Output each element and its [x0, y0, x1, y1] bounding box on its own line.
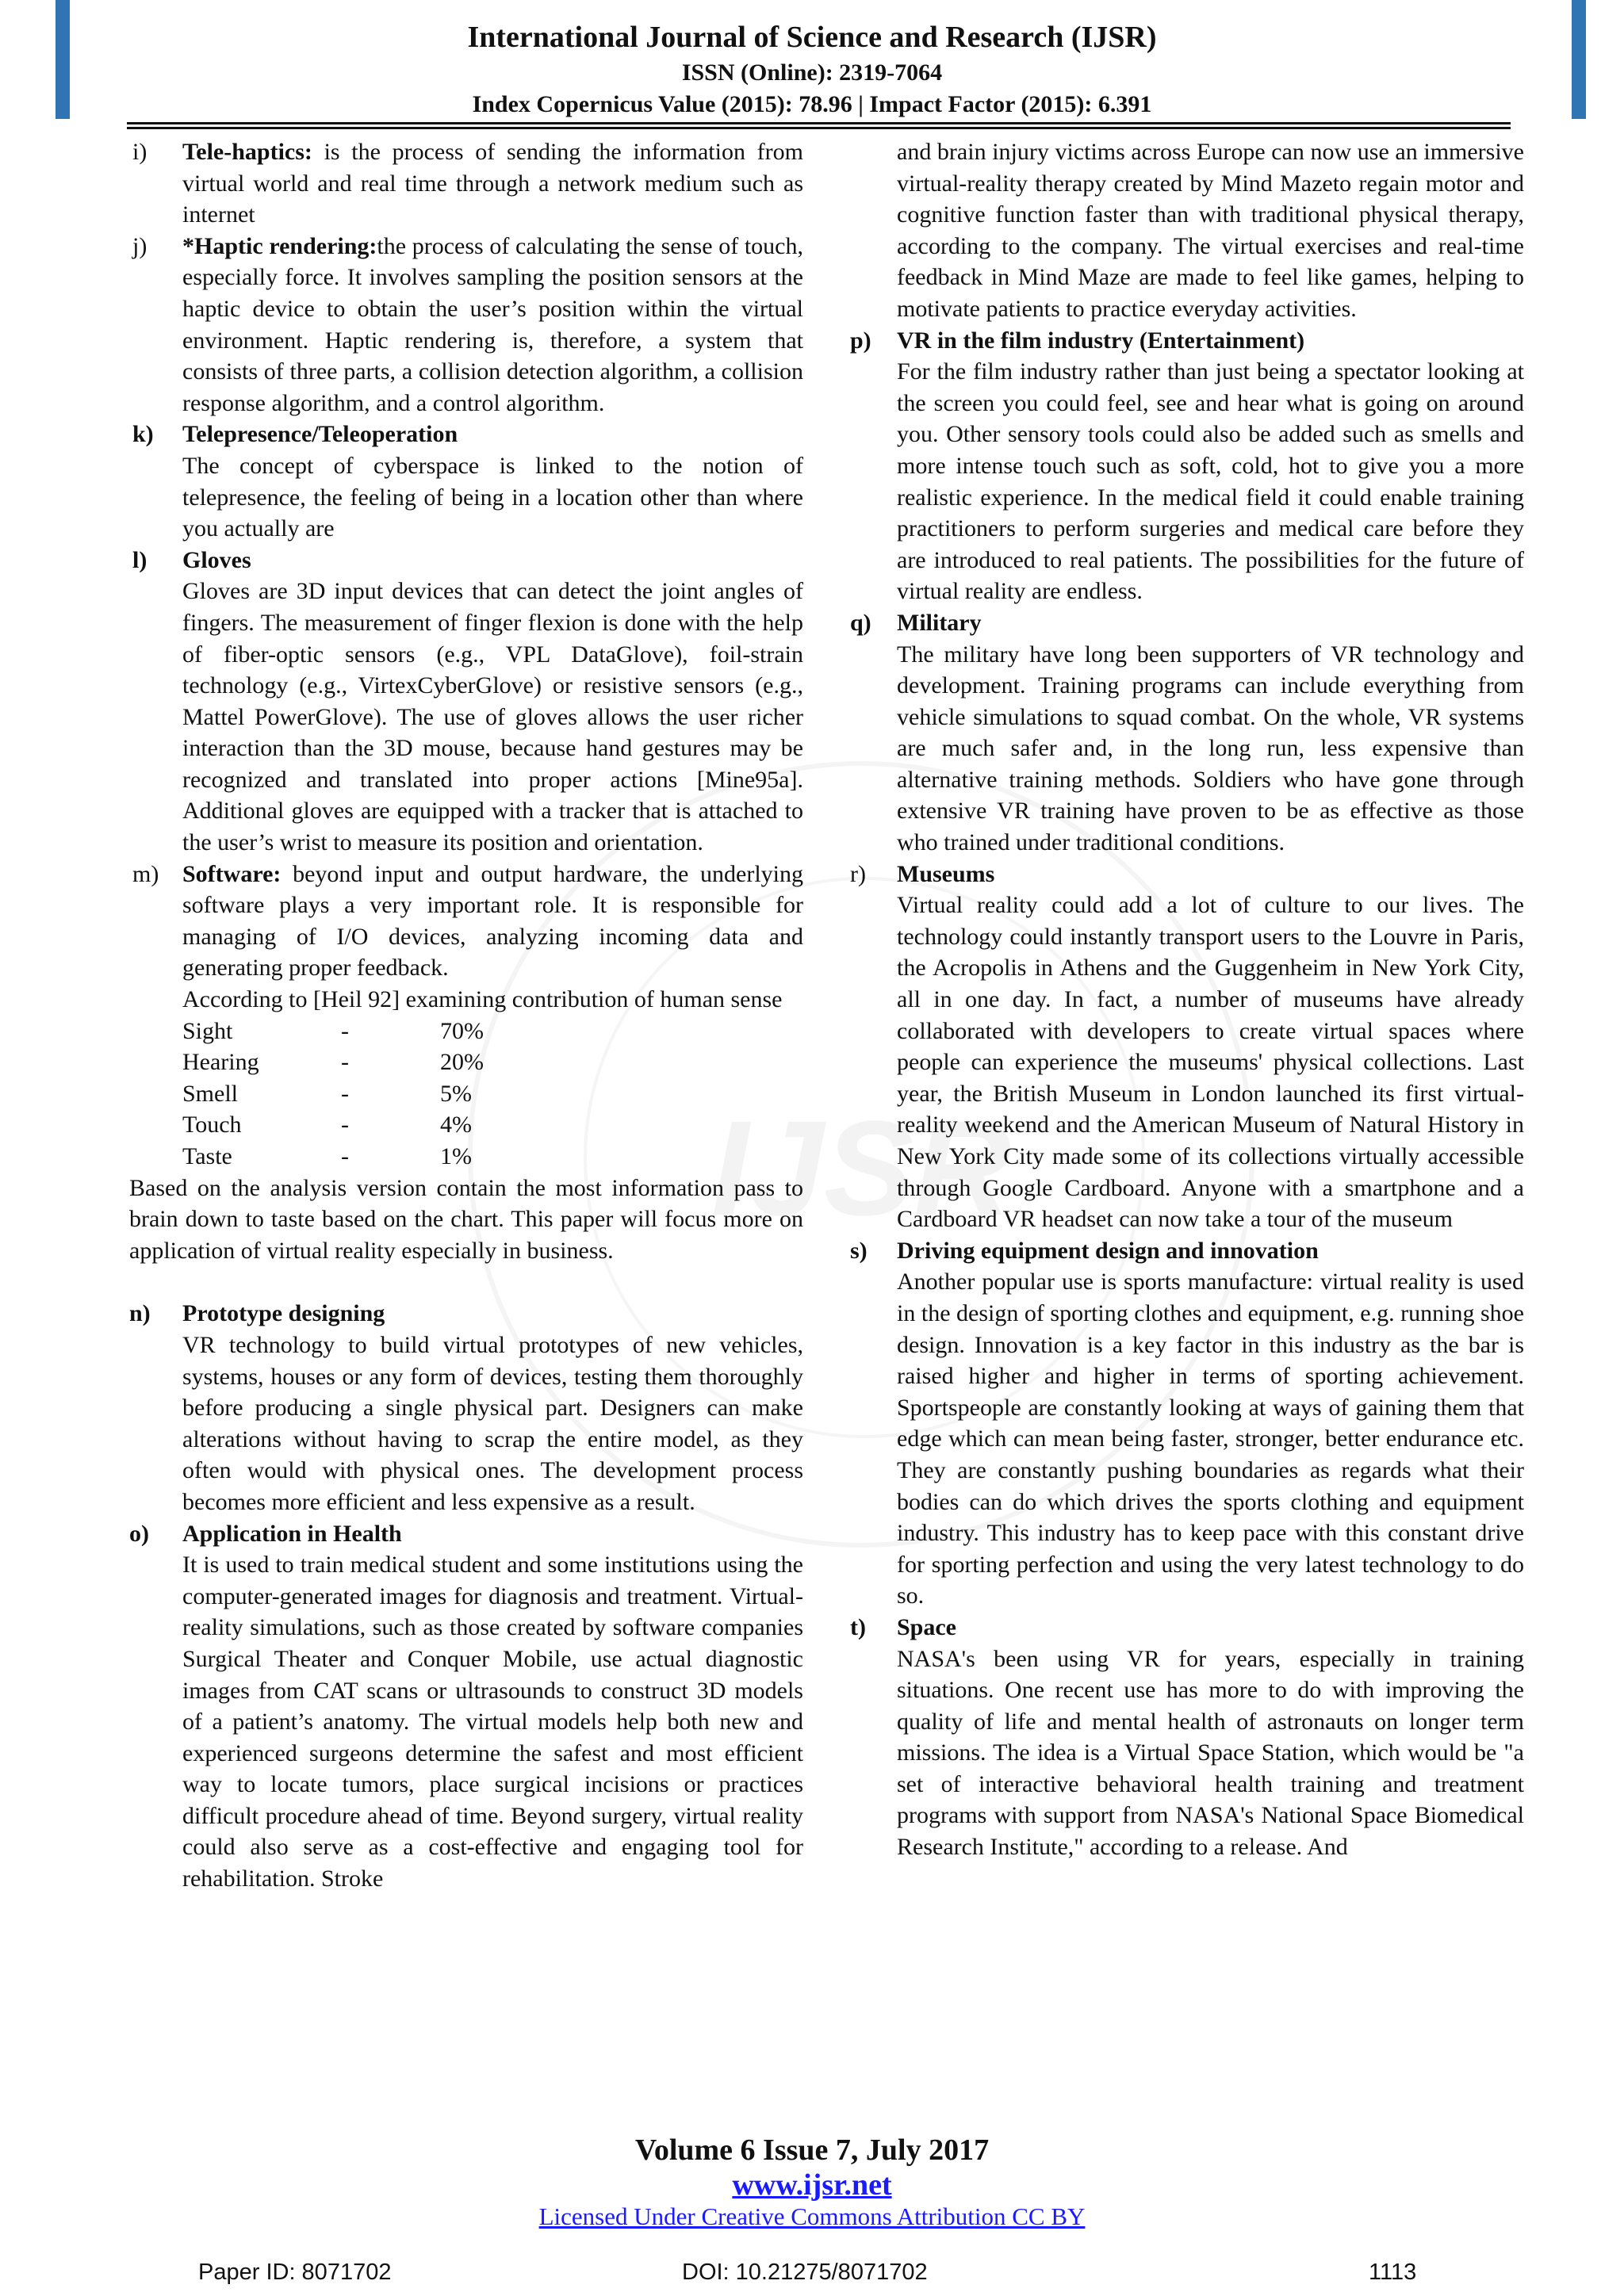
item-body: [897, 1612, 1524, 1863]
item-heading: Space: [897, 1613, 956, 1640]
header-rule-top: [127, 122, 1511, 124]
item-body: [897, 325, 1524, 607]
spacer: [129, 1266, 803, 1298]
item-label: p): [850, 327, 871, 354]
paper-id: Paper ID: 8071702: [198, 2260, 392, 2285]
list-item: [129, 545, 803, 859]
item-body: [897, 607, 1524, 859]
sense-name: Taste: [182, 1143, 232, 1169]
item-heading: Software:: [182, 860, 282, 887]
list-item: [129, 231, 803, 419]
item-text: Another popular use is sports manufacture: virtual reality is used in the design of sporting clothes and equipment, e.g. running shoe design. Innovation is a key factor in this industry as the bar is raised higher and higher in terms of sporting achievement. Sportspeople are constantly looking at ways of gaining them that edge which can mean being faster, stronger, better endurance etc. They are constantly pushing boundaries as regards what their bodies can do which drives the sports clothing and equipment industry. This industry has to keep pace with this constant drive for sporting perfection and using the very latest technology to do so.: [897, 1269, 1524, 1609]
list-item: [129, 419, 803, 544]
analysis-paragraph: Based on the analysis version contain the most information pass to brain down to taste based on the chart. This paper will focus more on application of virtual reality especially in business.: [129, 1174, 803, 1264]
journal-title: International Journal of Science and Research (IJSR): [467, 21, 1157, 54]
sense-dash: -: [341, 1049, 349, 1076]
item-text: the process of calculating the sense of touch, especially force. It involves sampling the position sensors at the haptic device to obtain the user’s position within the virtual environment. Haptic rendering is, therefore, a system that consists of three parts, a collision detection algorithm, a collision response algorithm, and a control algorithm.: [182, 232, 803, 416]
item-text: VR technology to build virtual prototypes of new vehicles, systems, houses or any form of devices, testing them thoroughly before producing a single physical part. Designers can make alterations without having to scrap the entire model, as they often would with physical ones. The development process becomes more efficient and less expensive as a result.: [182, 1331, 803, 1515]
item-text: The concept of cyberspace is linked to the notion of telepresence, the feeling of being in a location other than where you actually are: [182, 452, 803, 542]
list-item: [129, 136, 803, 231]
item-body: [182, 1518, 803, 1895]
sense-pct: 1%: [440, 1143, 472, 1169]
item-heading: VR in the film industry (Entertainment): [897, 327, 1305, 354]
item-label: n): [129, 1300, 151, 1327]
item-text: Gloves are 3D input devices that can detect the joint angles of fingers. The measurement of finger flexion is done with the help of fiber-optic sensors (e.g., VPL DataGlove), foil-strain technology (e.g., VirtexCyberGlove) or resistive sensors (e.g., Mattel PowerGlove). The use of gloves allows the user richer interaction than the 3D mouse, because hand gestures may be recognized and translated into proper actions [Mine95a]. Additional gloves are equipped with a tracker that is attached to the user’s wrist to measure its position and orientation.: [182, 578, 803, 856]
journal-header: [0, 17, 1624, 121]
item-heading: Gloves: [182, 546, 251, 573]
item-label: r): [850, 860, 866, 887]
item-heading: Museums: [897, 860, 995, 887]
license-link[interactable]: Licensed Under Creative Commons Attribution CC BY: [538, 2202, 1086, 2230]
journal-issn: ISSN (Online): 2319-7064: [681, 59, 943, 86]
item-heading: Telepresence/Teleoperation: [182, 421, 458, 448]
sense-name: Touch: [182, 1112, 242, 1138]
senses-intro: According to [Heil 92] examining contribution of human sense: [182, 986, 783, 1013]
sense-name: Hearing: [182, 1049, 259, 1076]
volume-line: Volume 6 Issue 7, July 2017: [634, 2133, 990, 2167]
list-item: [850, 1235, 1524, 1612]
journal-index: Index Copernicus Value (2015): 78.96 | Impact Factor (2015): 6.391: [472, 91, 1152, 117]
sense-dash: -: [341, 1143, 349, 1169]
list-item: [850, 607, 1524, 859]
list-item: [129, 859, 803, 1016]
item-body: [182, 231, 803, 419]
header-rule-bottom: [127, 127, 1511, 129]
sense-pct: 4%: [440, 1112, 472, 1138]
item-body: [182, 136, 803, 231]
item-label: l): [132, 546, 147, 573]
item-body: [182, 859, 803, 1016]
item-text: beyond input and output hardware, the underlying software plays a very important role. It is responsible for managing of I/O devices, analyzing incoming data and generating proper feedback.: [182, 860, 803, 982]
item-label: k): [132, 421, 154, 448]
item-body: [897, 1235, 1524, 1612]
item-label: q): [850, 609, 871, 636]
list-item: [129, 1518, 803, 1895]
list-item: [850, 859, 1524, 1235]
item-heading: *Haptic rendering:: [182, 232, 377, 259]
watermark-text: IJSR: [711, 1093, 1011, 1244]
item-body: [182, 545, 803, 859]
list-item: [850, 1612, 1524, 1863]
sense-table: [182, 1016, 803, 1173]
doi: DOI: 10.21275/8071702: [682, 2260, 928, 2285]
sense-pct: 5%: [440, 1080, 472, 1107]
item-label: m): [132, 860, 159, 887]
item-text: For the film industry rather than just being a spectator looking at the screen you could feel, see and hear what is going on around you. Other sensory tools could also be added such as smells and more intense touch such as soft, cold, hot to give you a more realistic experience. In the medical field it could enable training practitioners to perform surgeries and medical care before they are introduced to real patients. The possibilities for the future of virtual reality are endless.: [897, 358, 1524, 605]
journal-site-link[interactable]: www.ijsr.net: [732, 2168, 892, 2202]
sense-dash: -: [341, 1112, 349, 1138]
item-text: It is used to train medical student and some institutions using the computer-generated images for diagnosis and treatment. Virtual-reality simulations, such as those created by software companies Surgical Theater and Conquer Mobile, use actual diagnostic images from CAT scans or ultrasounds to construct 3D models of a patient’s anatomy. The virtual models help both new and experienced surgeons determine the safest and most efficient way to locate tumors, place surgical incisions or practices difficult procedure ahead of time. Beyond surgery, virtual reality could also serve as a cost-effective and engaging tool for rehabilitation. Stroke: [182, 1552, 803, 1892]
item-heading: Tele-haptics:: [182, 139, 312, 165]
sense-dash: -: [341, 1017, 349, 1044]
sense-name: Smell: [182, 1080, 239, 1107]
item-heading: Military: [897, 609, 982, 636]
item-text: NASA's been using VR for years, especially in training situations. One recent use has more to do with improving the quality of life and mental health of astronauts on longer term missions. The idea is a Virtual Space Station, which would be "a set of interactive behavioral health training and treatment programs with support from NASA's National Space Biomedical Research Institute," according to a release. And: [897, 1645, 1524, 1861]
item-label: s): [850, 1237, 868, 1264]
item-heading: Prototype designing: [182, 1300, 385, 1327]
item-text: is the process of sending the information from virtual world and real time through a network medium such as internet: [182, 139, 803, 228]
item-body: [897, 859, 1524, 1235]
item-body: [182, 419, 803, 544]
sense-dash: -: [341, 1080, 349, 1107]
item-text: The military have long been supporters of VR technology and development. Training programs can include everything from vehicle simulations to squad combat. On the whole, VR systems are much safer and, in the long run, less expensive than alternative training methods. Soldiers who have gone through extensive VR training have proven to be as effective as those who trained under traditional conditions.: [897, 641, 1524, 856]
item-label: i): [132, 139, 147, 165]
item-paragraph: [182, 859, 803, 984]
item-label: t): [850, 1613, 866, 1640]
item-heading: Application in Health: [182, 1520, 402, 1547]
item-label: j): [132, 232, 147, 259]
left-column: [129, 136, 803, 1895]
footer: [0, 2133, 1624, 2231]
item-body: [182, 1298, 803, 1517]
list-item: [129, 1298, 803, 1517]
continued-paragraph: and brain injury victims across Europe can now use an immersive virtual-reality therapy created by Mind Mazeto regain motor and cognitive function faster than with traditional physical therapy, according to the company. The virtual exercises and real-time feedback in Mind Maze are made to feel like games, helping to motivate patients to practice everyday activities.: [897, 139, 1524, 322]
right-column: [850, 136, 1524, 1863]
item-heading: Driving equipment design and innovation: [897, 1237, 1319, 1264]
sense-name: Sight: [182, 1017, 233, 1044]
item-label: o): [129, 1520, 149, 1547]
list-item: [850, 325, 1524, 607]
sense-pct: 20%: [440, 1049, 484, 1076]
item-text: Virtual reality could add a lot of culture to our lives. The technology could instantly transport users to the Louvre in Paris, the Acropolis in Athens and the Guggenheim in New York City, all in one day. In fact, a number of museums have already collaborated with developers to create virtual spaces where people can experience the museums' physical collections. Last year, the British Museum in London launched its first virtual-reality weekend and the American Museum of Natural History in New York City made some of its collections virtually accessible through Google Cardboard. Anyone with a smartphone and a Cardboard VR headset can now take a tour of the museum: [897, 892, 1524, 1233]
sense-pct: 70%: [440, 1017, 484, 1044]
page-number: 1113: [1369, 2260, 1417, 2285]
